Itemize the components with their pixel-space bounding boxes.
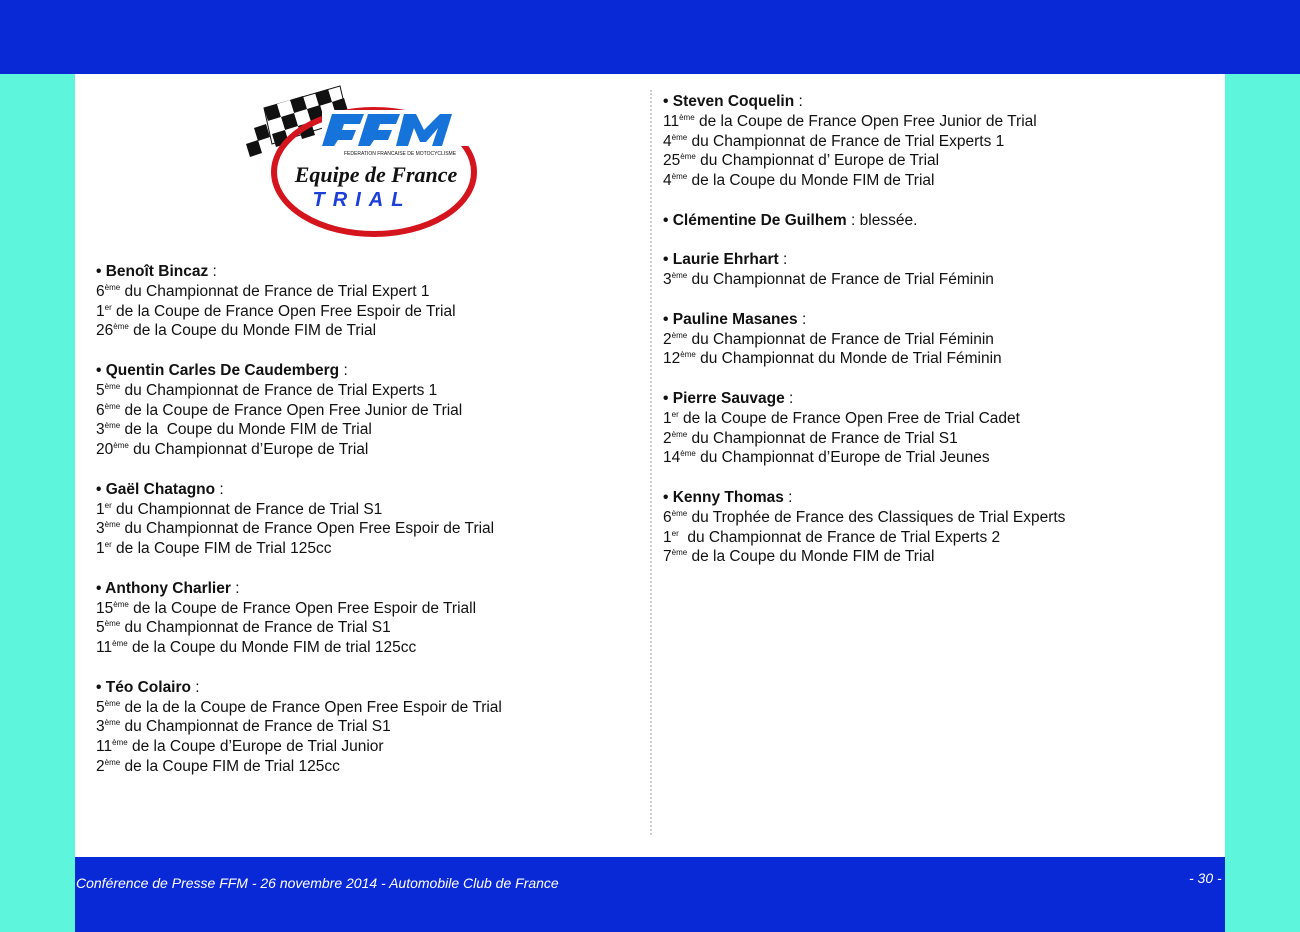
rider-heading	[96, 678, 636, 698]
result-line	[96, 638, 636, 658]
result-rank-suffix: ème	[104, 757, 121, 767]
footer-caption: Conférence de Presse FFM - 26 novembre 2014 - Automobile Club de France	[76, 875, 559, 891]
result-rank-suffix: ème	[104, 520, 121, 530]
result-rank: 5	[96, 619, 105, 637]
result-line	[663, 409, 1208, 429]
result-rank-suffix: ème	[113, 322, 129, 332]
result-rank: 7	[663, 548, 672, 566]
rider-name: • Anthony Charlier	[96, 579, 231, 597]
result-event: du Championnat de France de Trial Experts 1	[120, 381, 438, 399]
result-rank: 1	[96, 302, 105, 320]
result-line	[96, 321, 636, 341]
result-rank: 3	[663, 271, 672, 289]
result-rank-suffix: ème	[104, 619, 121, 629]
rider-heading-suffix: :	[215, 480, 224, 498]
result-event: de la Coupe du Monde FIM de Trial	[687, 172, 935, 190]
result-rank: 4	[663, 132, 672, 150]
header-bar	[0, 0, 1300, 74]
rider-entry	[663, 92, 1208, 191]
result-rank-suffix: ème	[680, 152, 696, 162]
rider-entry	[663, 250, 1208, 290]
result-event: du Championnat de France de Trial S1	[111, 500, 383, 518]
rider-entry	[663, 211, 1208, 231]
result-line	[96, 618, 636, 638]
result-event: de la Coupe de France Open Free de Trial Cadet	[678, 409, 1020, 427]
svg-text:FEDERATION FRANCAISE DE MOTOCY: FEDERATION FRANCAISE DE MOTOCYCLISME	[344, 151, 457, 157]
result-rank-suffix: ème	[112, 738, 128, 748]
result-rank-suffix: ème	[671, 132, 688, 142]
result-event: du Championnat de France de Trial Expert 1	[120, 282, 430, 300]
result-line	[96, 539, 636, 559]
result-rank: 2	[663, 330, 672, 348]
rider-heading-suffix: : blessée.	[846, 211, 918, 229]
result-event: de la Coupe de France Open Free Espoir de Trial	[111, 302, 456, 320]
svg-text:Equipe de France: Equipe de France	[294, 162, 458, 187]
result-line	[96, 500, 636, 520]
result-rank-suffix: er	[104, 302, 112, 312]
rider-heading	[663, 211, 1208, 231]
result-rank-suffix: ème	[671, 429, 688, 439]
rider-entry	[663, 488, 1208, 567]
rider-heading	[663, 92, 1208, 112]
result-rank-suffix: ème	[104, 381, 121, 391]
result-line	[96, 282, 636, 302]
result-line	[96, 737, 636, 757]
result-rank-suffix: er	[671, 409, 679, 419]
result-rank-suffix: ème	[680, 449, 696, 459]
result-line	[663, 448, 1208, 468]
result-rank-suffix: ème	[113, 599, 129, 609]
result-event: de la Coupe d’Europe de Trial Junior	[127, 738, 384, 756]
result-event: du Championnat du Monde de Trial Féminin	[695, 350, 1002, 368]
rider-heading	[96, 361, 636, 381]
rider-name: • Quentin Carles De Caudemberg	[96, 361, 340, 379]
rider-heading	[96, 579, 636, 599]
rider-heading	[663, 310, 1208, 330]
result-rank: 11	[96, 639, 113, 657]
result-event: du Championnat de France de Trial Experts 2	[678, 528, 1001, 546]
result-event: de la Coupe du Monde FIM de Trial	[120, 421, 372, 439]
result-rank: 1	[96, 500, 105, 518]
result-event: de la Coupe du Monde FIM de Trial	[128, 322, 377, 340]
result-line	[663, 330, 1208, 350]
result-event: du Championnat d’Europe de Trial	[128, 441, 369, 459]
rider-heading	[663, 250, 1208, 270]
result-line	[96, 757, 636, 777]
result-rank-suffix: ème	[113, 441, 129, 451]
result-line	[96, 717, 636, 737]
result-rank-suffix: ème	[104, 401, 121, 411]
result-event: de la Coupe de France Open Free Espoir de Triall	[128, 599, 477, 617]
rider-name: • Pauline Masanes	[663, 310, 798, 328]
result-rank: 11	[96, 738, 113, 756]
result-rank: 2	[663, 429, 672, 447]
result-rank-suffix: er	[671, 528, 679, 538]
result-rank: 3	[96, 718, 105, 736]
result-event: du Championnat d’Europe de Trial Jeunes	[695, 449, 990, 467]
result-rank: 6	[663, 508, 672, 526]
rider-heading-suffix: :	[783, 488, 793, 506]
result-rank: 1	[663, 528, 672, 546]
rider-heading	[663, 389, 1208, 409]
result-event: du Championnat de France Open Free Espoir de Trial	[120, 520, 495, 538]
rider-name: • Pierre Sauvage	[663, 389, 785, 407]
rider-heading-suffix: :	[784, 389, 794, 407]
rider-name: • Laurie Ehrhart	[663, 251, 779, 269]
result-event: du Trophée de France des Classiques de Trial Experts	[687, 508, 1066, 526]
result-line	[663, 151, 1208, 171]
result-rank: 26	[96, 322, 114, 340]
rider-name: • Téo Colairo	[96, 678, 191, 696]
rider-heading-suffix: :	[208, 263, 217, 280]
rider-heading	[96, 262, 636, 282]
result-rank: 1	[96, 540, 105, 558]
result-rank-suffix: ème	[671, 330, 688, 340]
result-rank-suffix: ème	[104, 421, 121, 431]
result-rank: 12	[663, 350, 681, 368]
result-event: de la Coupe FIM de Trial 125cc	[120, 757, 340, 775]
result-event: de la Coupe FIM de Trial 125cc	[111, 540, 332, 558]
result-event: du Championnat de France de Trial Experts 1	[687, 132, 1005, 150]
result-rank: 2	[96, 757, 105, 775]
result-event: de la Coupe de France Open Free Junior de Trial	[694, 112, 1037, 130]
result-rank-suffix: er	[104, 540, 112, 550]
result-event: du Championnat de France de Trial S1	[120, 619, 391, 637]
result-rank-suffix: er	[104, 500, 112, 510]
rider-entry	[96, 361, 636, 460]
result-event: du Championnat de France de Trial Féminin	[687, 271, 994, 289]
result-line	[96, 698, 636, 718]
rider-entry	[663, 389, 1208, 468]
result-line	[96, 401, 636, 421]
result-rank: 3	[96, 520, 105, 538]
result-line	[96, 381, 636, 401]
result-rank-suffix: ème	[671, 548, 688, 558]
result-line	[663, 429, 1208, 449]
result-event: du Championnat de France de Trial S1	[120, 718, 391, 736]
result-line	[663, 112, 1208, 132]
result-line	[663, 132, 1208, 152]
result-rank: 14	[663, 449, 681, 467]
result-line	[663, 528, 1208, 548]
result-rank: 3	[96, 421, 105, 439]
right-column	[663, 92, 1208, 587]
rider-entry	[663, 310, 1208, 369]
result-rank: 5	[96, 381, 105, 399]
rider-heading	[96, 480, 636, 500]
result-line	[96, 599, 636, 619]
rider-heading-suffix: :	[339, 361, 348, 379]
result-line	[96, 519, 636, 539]
rider-heading-suffix: :	[778, 251, 788, 269]
result-line	[96, 302, 636, 322]
result-line	[663, 349, 1208, 369]
result-rank-suffix: ème	[671, 508, 688, 518]
result-line	[663, 547, 1208, 567]
footer-bar	[75, 857, 1225, 932]
left-column	[96, 262, 636, 797]
result-line	[96, 440, 636, 460]
result-event: du Championnat d’ Europe de Trial	[695, 152, 940, 170]
rider-entry	[96, 262, 636, 341]
result-event: du Championnat de France de Trial Féminin	[687, 330, 994, 348]
result-rank: 1	[663, 409, 672, 427]
rider-entry	[96, 480, 636, 559]
result-rank-suffix: ème	[680, 350, 696, 360]
result-rank-suffix: ème	[112, 639, 128, 649]
svg-text:TRIAL: TRIAL	[312, 189, 412, 211]
result-rank-suffix: ème	[104, 282, 121, 292]
result-line	[663, 270, 1208, 290]
rider-name: • Kenny Thomas	[663, 488, 784, 506]
result-event: de la Coupe du Monde FIM de trial 125cc	[127, 639, 417, 657]
result-event: de la de la Coupe de France Open Free Espoir de Trial	[120, 698, 502, 716]
rider-heading-suffix: :	[191, 678, 200, 696]
result-rank-suffix: ème	[104, 718, 121, 728]
result-rank: 5	[96, 698, 105, 716]
page-number: - 30 -	[1189, 870, 1222, 886]
result-event: du Championnat de France de Trial S1	[687, 429, 958, 447]
rider-name: • Benoît Bincaz	[96, 263, 209, 280]
result-rank: 11	[663, 112, 680, 130]
result-event: de la Coupe du Monde FIM de Trial	[687, 548, 935, 566]
result-rank: 6	[96, 282, 105, 300]
result-rank-suffix: ème	[671, 172, 688, 182]
rider-entry	[96, 579, 636, 658]
result-rank-suffix: ème	[671, 271, 688, 281]
rider-name: • Clémentine De Guilhem	[663, 211, 847, 229]
column-divider	[650, 90, 652, 835]
result-rank: 6	[96, 401, 105, 419]
result-line	[663, 171, 1208, 191]
rider-name: • Steven Coquelin	[663, 93, 795, 110]
result-rank-suffix: ème	[104, 698, 121, 708]
result-line	[663, 508, 1208, 528]
result-rank: 15	[96, 599, 114, 617]
rider-heading-suffix: :	[794, 93, 803, 110]
result-rank: 4	[663, 172, 672, 190]
rider-heading-suffix: :	[230, 579, 240, 597]
result-rank-suffix: ème	[679, 112, 695, 122]
result-rank: 25	[663, 152, 681, 170]
result-line	[96, 420, 636, 440]
rider-heading-suffix: :	[797, 310, 807, 328]
rider-name: • Gaël Chatagno	[96, 480, 216, 498]
result-event: de la Coupe de France Open Free Junior de Trial	[120, 401, 463, 419]
rider-heading	[663, 488, 1208, 508]
ffm-equipe-de-france-trial-logo	[244, 84, 480, 240]
result-rank: 20	[96, 441, 114, 459]
rider-entry	[96, 678, 636, 777]
